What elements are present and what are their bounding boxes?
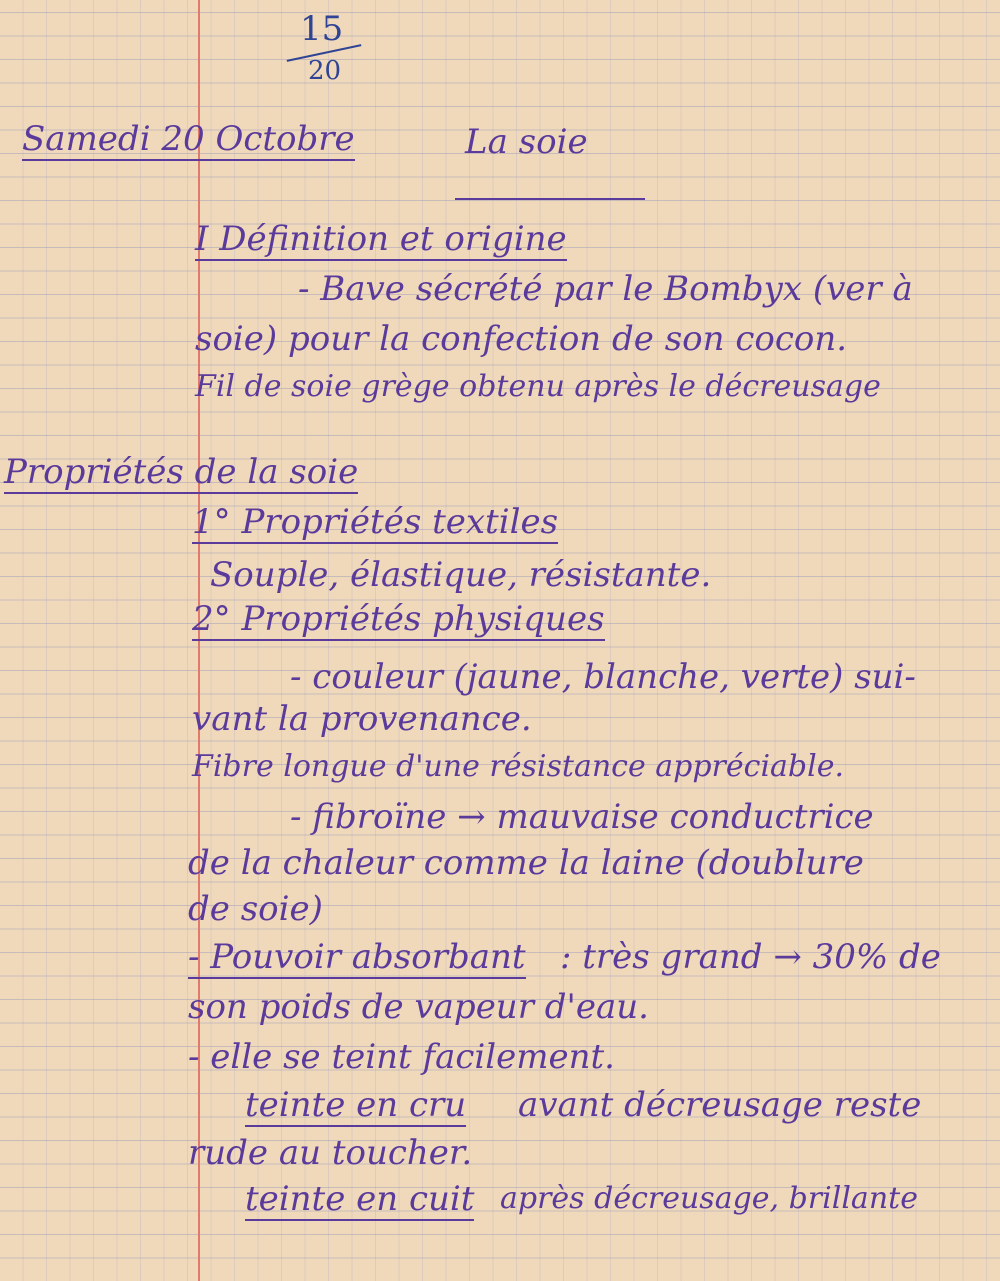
grade-total: 20 [308, 56, 342, 86]
text-line-raw-dye-label: teinte en cru [245, 1085, 467, 1125]
subheading-textile: 1° Propriétés textiles [192, 502, 559, 542]
text-line: soie) pour la confection de son cocon. [195, 319, 848, 359]
text-line: vant la provenance. [192, 699, 532, 739]
text-line: Fil de soie grège obtenu après le décreusage [195, 369, 881, 404]
date-heading: Samedi 20 Octobre [22, 119, 355, 159]
text-line: de soie) [188, 889, 323, 929]
text-line: - fibroïne → mauvaise conductrice [290, 797, 874, 837]
text-line: Souple, élastique, résistante. [210, 555, 712, 595]
page-title: La soie [465, 122, 588, 162]
text-line: avant décreusage reste [518, 1085, 922, 1125]
text-line: après décreusage, brillante [500, 1181, 918, 1216]
text-line: de la chaleur comme la laine (doublure [188, 843, 864, 883]
text-line: Fibre longue d'une résistance appréciable. [192, 749, 845, 784]
text-line-cooked-dye-label: teinte en cuit [245, 1179, 475, 1219]
grade-score: 15 [300, 9, 344, 49]
section-heading-properties: Propriétés de la soie [4, 452, 359, 492]
text-line-absorbent-label: - Pouvoir absorbant [188, 937, 526, 977]
text-line: - couleur (jaune, blanche, verte) sui- [290, 657, 916, 697]
section-heading-definition: I Définition et origine [195, 219, 567, 259]
text-line: : très grand → 30% de [560, 937, 941, 977]
text-line: - Bave sécrété par le Bombyx (ver à [298, 269, 913, 309]
text-line: rude au toucher. [188, 1133, 473, 1173]
text-line: - elle se teint facilement. [188, 1037, 615, 1077]
title-rule [455, 198, 645, 200]
subheading-physical: 2° Propriétés physiques [192, 599, 605, 639]
text-line: son poids de vapeur d'eau. [188, 987, 649, 1027]
